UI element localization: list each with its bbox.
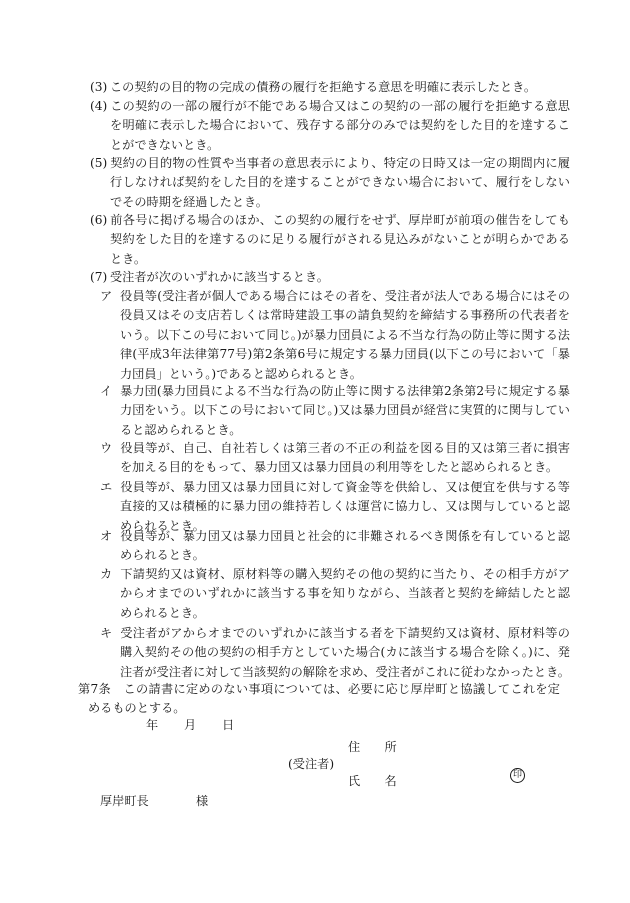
- item-text: 契約の目的物の性質や当事者の意思表示により、特定の日時又は一定の期間内に履行しなければ契約をした目的を達することができない場合において、履行をしないでその時期を経過したとき。: [110, 156, 570, 209]
- item-text: この契約の一部の履行が不能である場合又はこの契約の一部の履行を拒絶する意思を明確に表示した場合において、残存する部分のみでは契約をした目的を達することができないとき。: [110, 99, 570, 152]
- date-year-label: 年: [146, 718, 159, 732]
- sub-item-text: 下請契約又は資材、原材料等の購入契約その他の契約に当たり、その相手方がアからオまでのいずれかに該当する事を知りながら、当該者と契約を締結したと認められるとき。: [120, 567, 570, 620]
- article-7: 第7条 この請書に定めのない事項については、必要に応じ厚岸町と協議してこれを定めるものとする。: [78, 682, 560, 716]
- list-item-6: [90, 211, 570, 269]
- sub-item-i: [100, 382, 570, 440]
- sub-item-marker: キ: [100, 626, 113, 640]
- list-item-4: [90, 97, 570, 155]
- sub-item-o: [100, 527, 570, 566]
- item-marker: (7): [90, 270, 108, 284]
- sub-item-u: [100, 439, 570, 478]
- date-month-label: 月: [184, 718, 197, 732]
- sub-item-text: 暴力団(暴力団員による不当な行為の防止等に関する法律第2条第2号に規定する暴力団をいう。以下この号において同じ。)又は暴力団員が経営に実質的に関与していると認められるとき。: [120, 384, 570, 437]
- item-text: この契約の目的物の完成の債務の履行を拒絶する意思を明確に表示したとき。: [110, 80, 537, 94]
- date-day-label: 日: [222, 718, 235, 732]
- sub-item-ki: [100, 624, 570, 682]
- sub-item-ka: [100, 565, 570, 623]
- sub-item-marker: イ: [100, 384, 113, 398]
- sub-item-marker: カ: [100, 567, 113, 581]
- sub-item-a: [100, 287, 570, 384]
- honorific: 様: [196, 794, 209, 808]
- sub-item-text: 役員等が、自己、自社若しくは第三者の不正の利益を図る目的又は第三者に損害を加える目的をもって、暴力団又は暴力団員の利用等をしたと認められるとき。: [120, 441, 570, 475]
- item-marker: (6): [90, 213, 108, 227]
- sub-item-text: 役員等(受注者が個人である場合にはその者を、受注者が法人である場合にはその役員又はその支店若しくは常時建設工事の請負契約を締結する事務所の代表者をいう。以下この号において同じ。)が暴力団員による不当な行為の防止等に関する法律(平成3年法律第77号)第2条第6号に規定する暴力団員(以下この号において「暴力団員」という。)であると認められるとき。: [120, 289, 570, 381]
- item-text: 前各号に掲げる場合のほか、この契約の履行をせず、厚岸町が前項の催告をしても契約をした目的を達するのに足りる履行がされる見込みがないことが明らかであるとき。: [110, 213, 570, 266]
- sub-item-marker: ウ: [100, 441, 113, 455]
- role-label: (受注者): [288, 757, 335, 771]
- item-marker: (5): [90, 156, 108, 170]
- name-label: 氏 名: [348, 774, 397, 788]
- sub-item-text: 役員等が、暴力団又は暴力団員と社会的に非難されるべき関係を有していると認められるとき。: [120, 529, 570, 563]
- item-marker: (4): [90, 99, 108, 113]
- list-item-5: [90, 154, 570, 212]
- address-label: 住 所: [348, 740, 397, 754]
- sub-item-text: 受注者がアからオまでのいずれかに該当する者を下請契約又は資材、原材料等の購入契約その他の契約の相手方としていた場合(カに該当する場合を除く。)に、発注者が受注者に対して当該契約の解除を求め、受注者がこれに従わなかったとき。: [120, 626, 570, 679]
- seal-mark: 印: [510, 768, 525, 783]
- item-text: 受注者が次のいずれかに該当するとき。: [110, 270, 329, 284]
- item-marker: (3): [90, 80, 108, 94]
- sub-item-text: 役員等が、暴力団又は暴力団員に対して資金等を供給し、又は便宜を供与する等直接的又は積極的に暴力団の維持若しくは運営に協力し、又は関与していると認められるとき。: [120, 480, 570, 533]
- list-item-7: [90, 268, 570, 287]
- sub-item-marker: オ: [100, 529, 113, 543]
- list-item-3: [90, 78, 570, 97]
- addressee: 厚岸町長: [100, 794, 149, 808]
- sub-item-marker: エ: [100, 480, 113, 494]
- sub-item-marker: ア: [100, 289, 113, 303]
